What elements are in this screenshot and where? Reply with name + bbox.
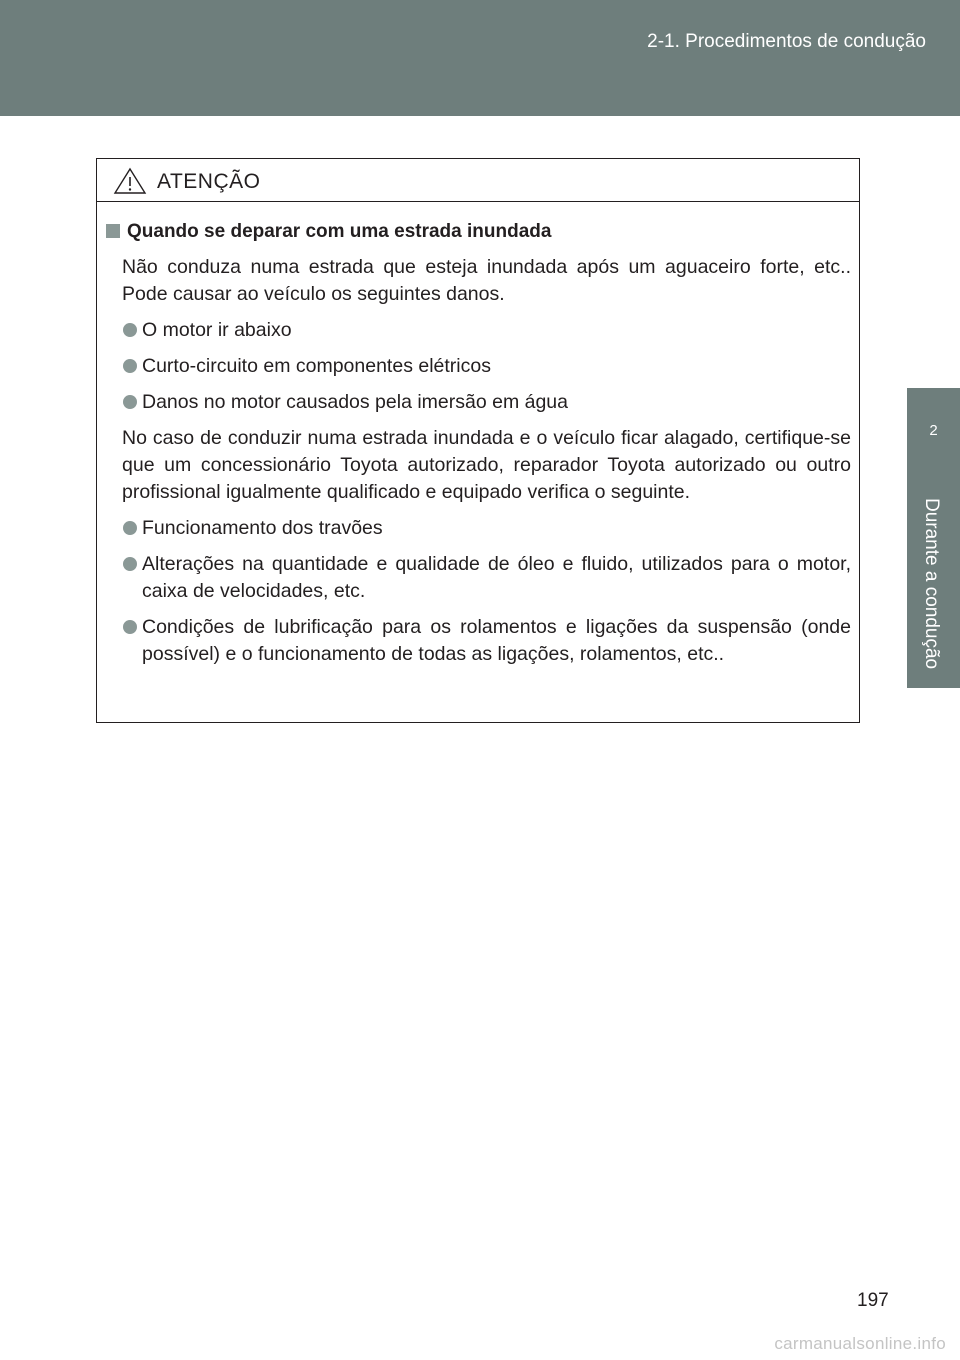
warning-title: ATENÇÃO [157,170,261,193]
intro-paragraph: Não conduza numa estrada que esteja inundada após um aguaceiro forte, etc.. Pode causar ao veículo os seguintes danos. [122,256,851,305]
followup-paragraph: No caso de conduzir numa estrada inundada e o veículo ficar alagado, certifique-se que um concessionário Toyota autorizado, reparador Toyota autorizado ou outro profissional igualmente qualificado e equipado verifica o seguinte. [122,427,851,503]
chapter-side-tab [907,388,960,688]
square-bullet-icon [106,224,120,238]
list-item: Danos no motor causados pela imersão em água [105,389,851,416]
list-item: Alterações na quantidade e qualidade de óleo e fluido, utilizados para o motor, caixa de velocidades, etc. [105,551,851,605]
warning-header [97,159,859,202]
circle-bullet-icon [123,323,137,337]
page-header [0,0,960,116]
list-item: Condições de lubrificação para os rolamentos e ligações da suspensão (onde possível) e o funcionamento de todas as ligações, rolamentos, etc.. [105,614,851,668]
circle-bullet-icon [123,521,137,535]
warning-triangle-icon [113,167,147,200]
watermark: carmanualsonline.info [774,1334,946,1353]
circle-bullet-icon [123,557,137,571]
circle-bullet-icon [123,395,137,409]
list-item: Funcionamento dos travões [105,515,851,542]
warning-box [96,158,860,723]
list-item: Curto-circuito em componentes elétricos [105,353,851,380]
chapter-label: Durante a condução [921,498,942,670]
section-title: Quando se deparar com uma estrada inundada [105,220,851,244]
page-number: 197 [857,1290,889,1311]
chapter-title: 2-1. Procedimentos de condução [647,31,926,52]
chapter-number: 2 [929,422,938,439]
circle-bullet-icon [123,359,137,373]
circle-bullet-icon [123,620,137,634]
list-item: O motor ir abaixo [105,317,851,344]
warning-body [97,202,859,668]
